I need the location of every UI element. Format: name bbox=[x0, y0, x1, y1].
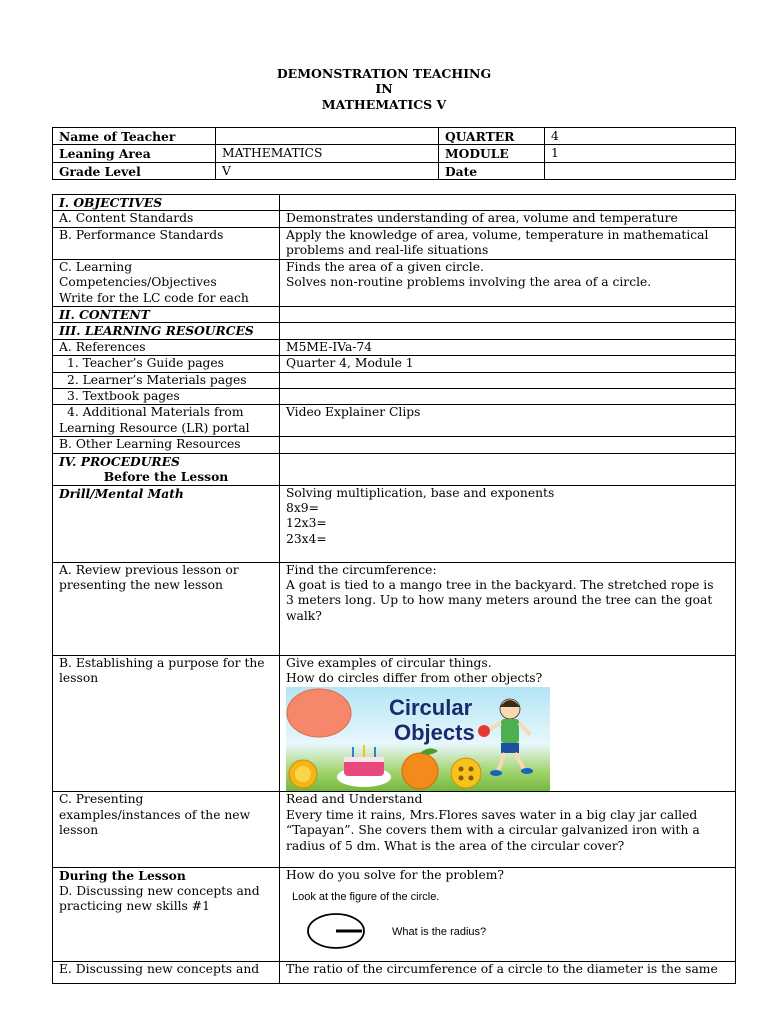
text-line: presenting the new lesson bbox=[59, 577, 223, 592]
text-line: “Tapayan”. She covers them with a circular galvanized iron with a bbox=[286, 823, 700, 838]
text-line: lesson bbox=[59, 823, 99, 838]
text-line: 4. Additional Materials from bbox=[67, 405, 244, 420]
empty-cell bbox=[280, 389, 736, 405]
figure-question: What is the radius? bbox=[392, 925, 487, 938]
boy-leg bbox=[498, 753, 505, 771]
empty-cell bbox=[280, 437, 736, 453]
boy-shirt bbox=[501, 719, 519, 743]
candle-shape bbox=[363, 745, 365, 757]
text-line: Finds the area of a given circle. bbox=[286, 259, 484, 274]
additional-materials-label bbox=[53, 405, 280, 437]
quarter-label: QUARTER bbox=[439, 128, 545, 145]
references-value: M5ME-IVa-74 bbox=[280, 339, 736, 355]
circle-radius-diagram bbox=[286, 884, 516, 954]
text-line: During the Lesson bbox=[59, 868, 186, 884]
button-hole bbox=[459, 776, 464, 781]
text-line: 3 meters long. Up to how many meters around the tree can the goat bbox=[286, 593, 713, 608]
other-resources-label: B. Other Learning Resources bbox=[53, 437, 280, 453]
text-line: practicing new skills #1 bbox=[59, 899, 210, 914]
boy-shoe bbox=[521, 768, 533, 774]
presenting-label bbox=[53, 792, 280, 868]
learning-competencies-label bbox=[53, 259, 280, 306]
button-hole bbox=[469, 767, 474, 772]
discussing-2-value: The ratio of the circumference of a circle to the diameter is the same bbox=[280, 962, 736, 984]
teacher-value bbox=[216, 128, 439, 145]
text-line: Give examples of circular things. bbox=[286, 655, 492, 670]
text-line: A. Review previous lesson or bbox=[59, 562, 239, 577]
teachers-guide-label: 1. Teacher’s Guide pages bbox=[53, 356, 280, 372]
orange-circle-shape bbox=[287, 689, 351, 737]
boy-leg bbox=[515, 753, 524, 769]
quarter-value: 4 bbox=[545, 128, 736, 145]
area-value: MATHEMATICS bbox=[216, 145, 439, 162]
orange-fruit-shape bbox=[402, 753, 438, 789]
text-line: Solving multiplication, base and exponents bbox=[286, 485, 555, 500]
text-line: Before the Lesson bbox=[103, 469, 229, 485]
text-line: Find the circumference: bbox=[286, 562, 437, 577]
text-line: D. Discussing new concepts and bbox=[59, 883, 260, 898]
boy-shoe bbox=[490, 770, 502, 776]
text-line: IV. PROCEDURES bbox=[59, 453, 180, 469]
text-line: examples/instances of the new bbox=[59, 807, 251, 822]
drill-value bbox=[280, 485, 736, 562]
additional-materials-value: Video Explainer Clips bbox=[280, 405, 736, 437]
lesson-plan-table bbox=[52, 194, 736, 984]
grade-value: V bbox=[216, 162, 439, 179]
text-line: 12x3= bbox=[286, 516, 327, 531]
circle-figure bbox=[286, 884, 516, 954]
module-label: MODULE bbox=[439, 145, 545, 162]
area-label: Leaning Area bbox=[53, 145, 216, 162]
content-standards-value: Demonstrates understanding of area, volume and temperature bbox=[280, 211, 736, 227]
learning-resources-heading: III. LEARNING RESOURCES bbox=[53, 323, 280, 339]
teachers-guide-value: Quarter 4, Module 1 bbox=[280, 356, 736, 372]
circular-objects-illustration bbox=[286, 687, 550, 791]
performance-standards-label: B. Performance Standards bbox=[53, 227, 280, 259]
candle-shape bbox=[352, 747, 354, 757]
boy-arm bbox=[519, 723, 530, 735]
purpose-value bbox=[280, 655, 736, 792]
procedures-heading bbox=[53, 453, 280, 485]
figure-caption: Look at the figure of the circle. bbox=[292, 890, 440, 903]
grade-label: Grade Level bbox=[53, 162, 216, 179]
discussing-2-label: E. Discussing new concepts and bbox=[53, 962, 280, 984]
button-hole bbox=[459, 767, 464, 772]
performance-standards-value bbox=[280, 227, 736, 259]
text-line: Apply the knowledge of area, volume, temperature in mathematical bbox=[286, 227, 709, 242]
empty-cell bbox=[280, 453, 736, 485]
content-heading: II. CONTENT bbox=[53, 307, 280, 323]
text-line: lesson bbox=[59, 670, 99, 685]
candle-shape bbox=[374, 747, 376, 757]
title-line-1: DEMONSTRATION TEACHING bbox=[276, 66, 492, 81]
button-hole bbox=[469, 776, 474, 781]
text-line: B. Establishing a purpose for the bbox=[59, 655, 265, 670]
textbook-label: 3. Textbook pages bbox=[53, 389, 280, 405]
module-value: 1 bbox=[545, 145, 736, 162]
text-line: C. Learning bbox=[59, 259, 133, 274]
content-standards-label: A. Content Standards bbox=[53, 211, 280, 227]
text-line: C. Presenting bbox=[59, 792, 144, 807]
apple-shape bbox=[478, 725, 490, 737]
discussing-label bbox=[53, 868, 280, 962]
coin-center bbox=[295, 766, 311, 782]
objectives-heading: I. OBJECTIVES bbox=[53, 195, 280, 211]
button-shape bbox=[451, 758, 481, 788]
text-line: Read and Understand bbox=[286, 792, 423, 807]
drill-label: Drill/Mental Math bbox=[53, 485, 280, 562]
learners-materials-label: 2. Learner’s Materials pages bbox=[53, 372, 280, 388]
text-line: Learning Resource (LR) portal bbox=[59, 420, 250, 435]
text-line: walk? bbox=[286, 608, 322, 623]
document-title bbox=[0, 66, 768, 112]
boy-shorts bbox=[501, 743, 519, 753]
text-line: How do circles differ from other objects? bbox=[286, 670, 543, 685]
purpose-label bbox=[53, 655, 280, 792]
text-line: Competencies/Objectives bbox=[59, 275, 217, 290]
presenting-value bbox=[280, 792, 736, 868]
text-line: Write for the LC code for each bbox=[59, 290, 249, 305]
empty-cell bbox=[280, 372, 736, 388]
references-label: A. References bbox=[53, 339, 280, 355]
empty-cell bbox=[280, 323, 736, 339]
title-line-3: MATHEMATICS V bbox=[321, 96, 447, 112]
discussing-value bbox=[280, 868, 736, 962]
text-line: Solves non-routine problems involving the area of a circle. bbox=[286, 275, 652, 290]
learning-competencies-value bbox=[280, 259, 736, 306]
title-line-2: IN bbox=[375, 81, 393, 97]
teacher-label: Name of Teacher bbox=[53, 128, 216, 145]
text-line: 23x4= bbox=[286, 531, 327, 546]
image-title-line-1: Circular bbox=[389, 695, 473, 721]
text-line: 8x9= bbox=[286, 500, 319, 515]
orange-leaf bbox=[420, 749, 438, 755]
text-line: radius of 5 dm. What is the area of the circular cover? bbox=[286, 838, 625, 853]
date-label: Date bbox=[439, 162, 545, 179]
boy-hair bbox=[500, 700, 520, 707]
review-label bbox=[53, 562, 280, 655]
review-value bbox=[280, 562, 736, 655]
text-line: Every time it rains, Mrs.Flores saves water in a big clay jar called bbox=[286, 807, 698, 822]
text-line: How do you solve for the problem? bbox=[286, 868, 504, 883]
cake-frosting bbox=[344, 757, 384, 762]
text-line: problems and real-life situations bbox=[286, 243, 489, 258]
text-line: A goat is tied to a mango tree in the backyard. The stretched rope is bbox=[286, 577, 714, 592]
image-title-line-2: Objects bbox=[394, 720, 475, 746]
circular-objects-image bbox=[286, 687, 550, 791]
empty-cell bbox=[280, 195, 736, 211]
header-table bbox=[52, 127, 736, 180]
date-value bbox=[545, 162, 736, 179]
empty-cell bbox=[280, 307, 736, 323]
